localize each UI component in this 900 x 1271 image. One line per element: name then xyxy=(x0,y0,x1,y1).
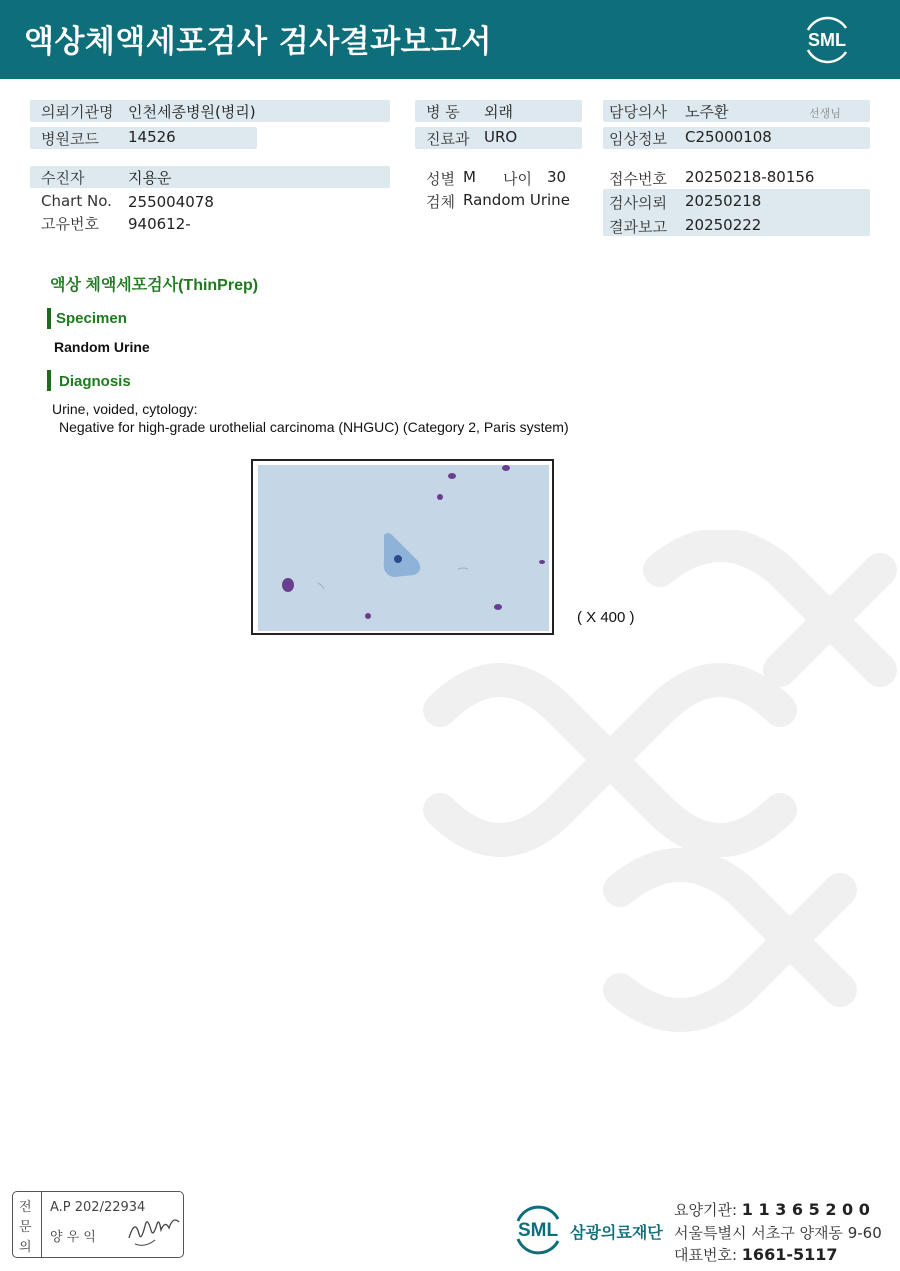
dept-value: URO xyxy=(484,128,518,146)
request-value: 20250218 xyxy=(685,192,762,210)
care-label: 요양기관: xyxy=(674,1201,742,1219)
phone-label: 대표번호: xyxy=(674,1246,742,1264)
cell-dot xyxy=(494,604,502,610)
cell-dot xyxy=(502,465,510,471)
footer-logo-text: SML xyxy=(517,1220,559,1241)
diagnosis-heading-bar xyxy=(47,370,51,391)
specimen-heading-bar xyxy=(47,308,51,329)
sex-label: 성별 xyxy=(426,170,455,188)
report-title: 액상 체액세포검사(ThinPrep) xyxy=(50,277,259,294)
institution-label: 의뢰기관명 xyxy=(41,103,114,121)
doctor-label: 담당의사 xyxy=(609,103,667,121)
cell-dot xyxy=(539,560,545,564)
diagnosis-line-2: Negative for high-grade urothelial carcinoma (NHGUC) (Category 2, Paris system) xyxy=(59,419,569,435)
doctor-suffix: 선생님 xyxy=(809,107,841,120)
diagnosis-line-1: Urine, voided, cytology: xyxy=(52,401,198,417)
receipt-label: 접수번호 xyxy=(609,170,667,188)
signature-icon xyxy=(125,1208,183,1250)
cell-dot xyxy=(437,494,443,500)
ward-value: 외래 xyxy=(484,103,513,121)
specimen-text: Random Urine xyxy=(54,339,150,355)
hospital-code-label: 병원코드 xyxy=(41,130,99,148)
ward-label: 병 동 xyxy=(426,103,460,121)
footer-org-name: 삼광의료재단 xyxy=(570,1223,663,1242)
cell-dot xyxy=(448,473,456,479)
care-institution-line xyxy=(674,1199,870,1220)
age-label: 나이 xyxy=(503,170,532,188)
magnification-label: ( X 400 ) xyxy=(577,609,635,626)
hospital-code-value: 14526 xyxy=(128,128,176,146)
institution-value: 인천세종병원(병리) xyxy=(128,103,256,121)
receipt-value: 20250218-80156 xyxy=(685,168,815,186)
phone-line xyxy=(674,1244,838,1265)
care-number: 1 1 3 6 5 2 0 0 xyxy=(741,1200,870,1219)
chart-label: Chart No. xyxy=(41,192,112,210)
stamp-ap-number: A.P 202/22934 xyxy=(50,1200,146,1215)
id-value: 940612- xyxy=(128,215,191,233)
footer-sml-logo-icon xyxy=(510,1201,566,1257)
request-label: 검사의뢰 xyxy=(609,194,667,212)
cell-dot xyxy=(365,613,371,619)
specimen-heading: Specimen xyxy=(56,310,127,327)
micrograph-image xyxy=(258,465,549,631)
stamp-vertical-2: 문 xyxy=(19,1220,32,1235)
sml-logo-text: SML xyxy=(808,30,846,50)
doctor-value: 노주환 xyxy=(685,103,729,121)
stamp-divider xyxy=(41,1192,42,1257)
clinical-value: C25000108 xyxy=(685,128,772,146)
stamp-vertical-3: 의 xyxy=(19,1240,32,1255)
age-value: 30 xyxy=(547,168,567,186)
id-label: 고유번호 xyxy=(41,215,99,233)
chart-value: 255004078 xyxy=(128,193,214,211)
cell-cluster xyxy=(282,578,294,592)
dept-label: 진료과 xyxy=(426,130,470,148)
patient-value: 지용운 xyxy=(128,169,172,187)
phone-number: 1661-5117 xyxy=(741,1245,838,1264)
diagnosis-heading: Diagnosis xyxy=(59,373,131,390)
patient-label: 수진자 xyxy=(41,169,85,187)
clinical-label: 임상정보 xyxy=(609,130,667,148)
stamp-vertical-1: 전 xyxy=(19,1200,32,1215)
specimen-value: Random Urine xyxy=(463,191,570,209)
sml-logo-icon xyxy=(800,12,854,66)
specimen-label: 검체 xyxy=(426,193,455,211)
address-line: 서울특별시 서초구 양재동 9-60 xyxy=(674,1224,882,1242)
page-title: 액상체액세포검사 검사결과보고서 xyxy=(24,24,492,60)
result-label: 결과보고 xyxy=(609,218,667,236)
result-value: 20250222 xyxy=(685,216,762,234)
sex-value: M xyxy=(463,168,476,186)
stamp-name: 양 우 익 xyxy=(50,1230,96,1245)
